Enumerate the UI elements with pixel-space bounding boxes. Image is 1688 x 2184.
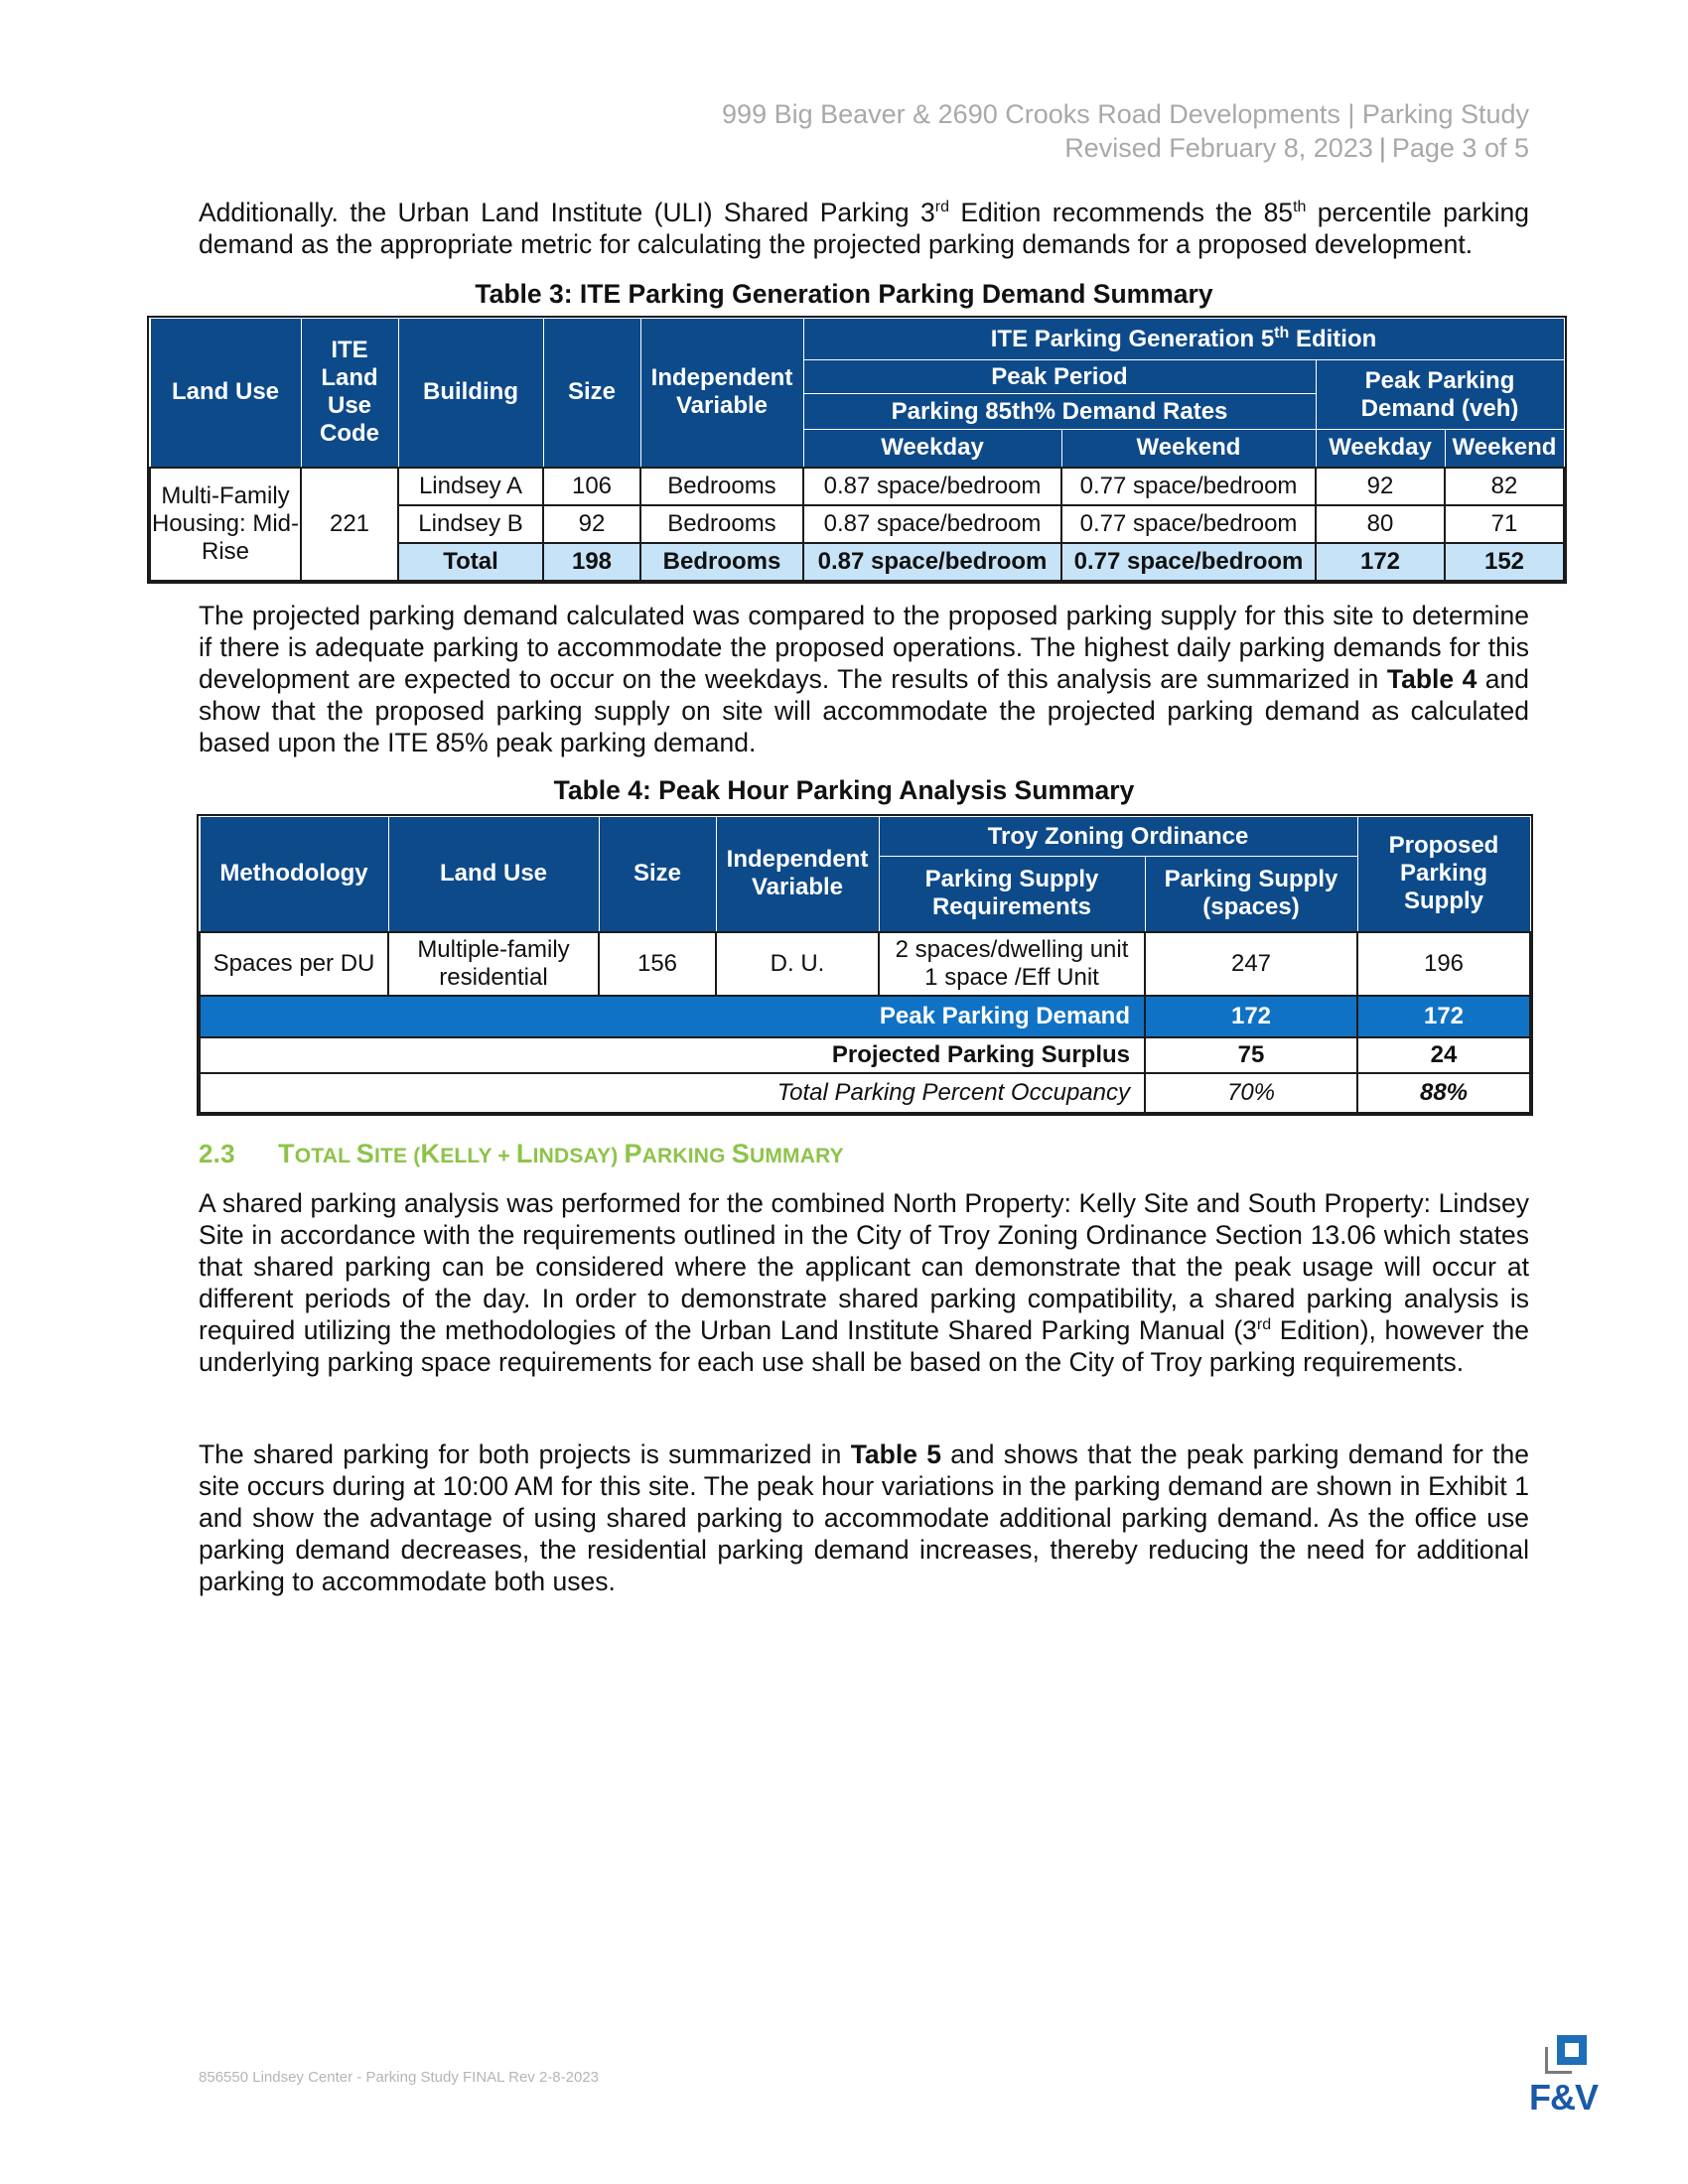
th-demand-weekday: Weekday bbox=[1316, 430, 1445, 468]
shared-parking-paragraph: A shared parking analysis was performed for the combined North Property: Kelly Site and South Property: Lindsey Site in accordance with the requirements outlined in the City of Troy Zoning Ordinance Section 13.06 which states that shared parking can be considered where the applicant can demonstrate that the peak usage will occur at different periods of the day. In order to demonstrate shared parking compatibility, a shared parking analysis is required utilizing the methodologies of the Urban Land Institute Shared Parking Manual (3rd Edition), however the underlying parking space requirements for each use shall be based on the City of Troy parking requirements. bbox=[199, 1188, 1529, 1377]
th-supply-requirements: Parking Supply Requirements bbox=[879, 857, 1145, 932]
cell: Projected Parking Surplus bbox=[200, 1037, 1145, 1073]
analysis-paragraph: The projected parking demand calculated was compared to the proposed parking supply for this site to determine if there is adequate parking to accommodate the proposed operations. The highest daily parking demands for this development are expected to occur on the weekdays. The results of this analysis are summarized in Table 4 and show that the proposed parking supply on site will accommodate the projected parking demand as calculated based upon the ITE 85% peak parking demand. bbox=[199, 601, 1529, 757]
cell: 92 bbox=[1316, 468, 1445, 505]
cell: 70% bbox=[1145, 1073, 1357, 1113]
cell: 0.77 space/bedroom bbox=[1061, 505, 1316, 543]
cell: Multiple-family residential bbox=[388, 932, 599, 996]
th-independent-variable: Independent Variable bbox=[716, 817, 879, 932]
cell: 0.77 space/bedroom bbox=[1061, 468, 1316, 505]
cell: 71 bbox=[1445, 505, 1564, 543]
cell: 88% bbox=[1357, 1073, 1530, 1113]
th-size: Size bbox=[599, 817, 716, 932]
section-heading: 2.3 TOTAL SITE (KELLY + LINDSAY) PARKING SUMMARY bbox=[199, 1139, 844, 1168]
cell: Bedrooms bbox=[640, 468, 803, 505]
cell: 198 bbox=[543, 543, 640, 581]
cell: Bedrooms bbox=[640, 543, 803, 581]
th-size: Size bbox=[543, 319, 640, 468]
th-rate-weekend: Weekend bbox=[1061, 430, 1316, 468]
cell: Total Parking Percent Occupancy bbox=[200, 1073, 1145, 1113]
th-demand-rates: Parking 85th% Demand Rates bbox=[803, 394, 1316, 430]
cell: Lindsey A bbox=[398, 468, 543, 505]
header-title: 999 Big Beaver & 2690 Crooks Road Developments | Parking Study bbox=[722, 99, 1529, 129]
fv-logo bbox=[1529, 2035, 1609, 2129]
th-demand-weekend: Weekend bbox=[1445, 430, 1564, 468]
table4-caption: Table 4: Peak Hour Parking Analysis Summary bbox=[553, 775, 1135, 805]
logo-text: F&V bbox=[1529, 2077, 1598, 2117]
th-peak-period: Peak Period bbox=[803, 360, 1316, 394]
th-building: Building bbox=[398, 319, 543, 468]
th-peak-demand: Peak Parking Demand (veh) bbox=[1316, 360, 1564, 430]
th-land-use: Land Use bbox=[150, 319, 301, 468]
cell: 92 bbox=[543, 505, 640, 543]
surplus-row bbox=[200, 1037, 1530, 1073]
cell: Total bbox=[398, 543, 543, 581]
th-proposed-supply: Proposed Parking Supply bbox=[1357, 817, 1530, 932]
cell: 196 bbox=[1357, 932, 1530, 996]
cell: 0.77 space/bedroom bbox=[1061, 543, 1316, 581]
page-number: Page 3 of 5 bbox=[1391, 133, 1529, 163]
cell: Spaces per DU bbox=[200, 932, 388, 996]
intro-paragraph: Additionally. the Urban Land Institute (ULI) Shared Parking 3rd Edition recommends the 85th percentile parking demand as the appropriate metric for calculating the projected parking demands for a proposed development. bbox=[199, 198, 1530, 259]
cell: 172 bbox=[1357, 996, 1530, 1037]
occupancy-row bbox=[200, 1073, 1530, 1113]
table-row bbox=[150, 468, 1564, 505]
table3 bbox=[149, 318, 1565, 582]
cell: 156 bbox=[599, 932, 716, 996]
cell: D. U. bbox=[716, 932, 879, 996]
cell: 75 bbox=[1145, 1037, 1357, 1073]
cell: Bedrooms bbox=[640, 505, 803, 543]
code-cell: 221 bbox=[301, 468, 398, 581]
header-revision: Revised February 8, 2023 | Page 3 of 5 bbox=[1064, 133, 1529, 163]
page-header bbox=[722, 97, 1529, 165]
cell: 0.87 space/bedroom bbox=[803, 468, 1061, 505]
cell: 0.87 space/bedroom bbox=[803, 505, 1061, 543]
th-rate-weekday: Weekday bbox=[803, 430, 1061, 468]
cell: 24 bbox=[1357, 1037, 1530, 1073]
cell: 152 bbox=[1445, 543, 1564, 581]
th-supply-spaces: Parking Supply (spaces) bbox=[1145, 857, 1357, 932]
logo-square bbox=[1557, 2035, 1587, 2065]
th-independent-variable: Independent Variable bbox=[640, 319, 803, 468]
th-troy-zoning: Troy Zoning Ordinance bbox=[879, 817, 1357, 857]
peak-demand-row bbox=[200, 996, 1530, 1037]
cell: 172 bbox=[1316, 543, 1445, 581]
summary-paragraph: The shared parking for both projects is summarized in Table 5 and shows that the peak parking demand for the site occurs during at 10:00 AM for this site. The peak hour variations in the parking demand are shown in Exhibit 1 and show the advantage of using shared parking to accommodate additional parking demand. As the office use parking demand decreases, the residential parking demand increases, thereby reducing the need for additional parking to accommodate both uses. bbox=[199, 1439, 1529, 1596]
cell: 80 bbox=[1316, 505, 1445, 543]
footer-filename: 856550 Lindsey Center - Parking Study FINAL Rev 2-8-2023 bbox=[199, 2069, 600, 2086]
th-methodology: Methodology bbox=[200, 817, 388, 932]
land-use-cell: Multi-Family Housing: Mid-Rise bbox=[150, 468, 301, 581]
table-row bbox=[200, 932, 1530, 996]
table3-caption: Table 3: ITE Parking Generation Parking Demand Summary bbox=[475, 279, 1213, 309]
th-ite-code: ITE Land Use Code bbox=[301, 319, 398, 468]
th-ite-edition: ITE Parking Generation 5th Edition bbox=[803, 319, 1564, 360]
cell: 0.87 space/bedroom bbox=[803, 543, 1061, 581]
cell: Lindsey B bbox=[398, 505, 543, 543]
cell: 172 bbox=[1145, 996, 1357, 1037]
th-land-use: Land Use bbox=[388, 817, 599, 932]
cell: 2 spaces/dwelling unit 1 space /Eff Unit bbox=[879, 932, 1145, 996]
cell: Peak Parking Demand bbox=[200, 996, 1145, 1037]
table4 bbox=[199, 816, 1531, 1114]
cell: 247 bbox=[1145, 932, 1357, 996]
cell: 82 bbox=[1445, 468, 1564, 505]
cell: 106 bbox=[543, 468, 640, 505]
